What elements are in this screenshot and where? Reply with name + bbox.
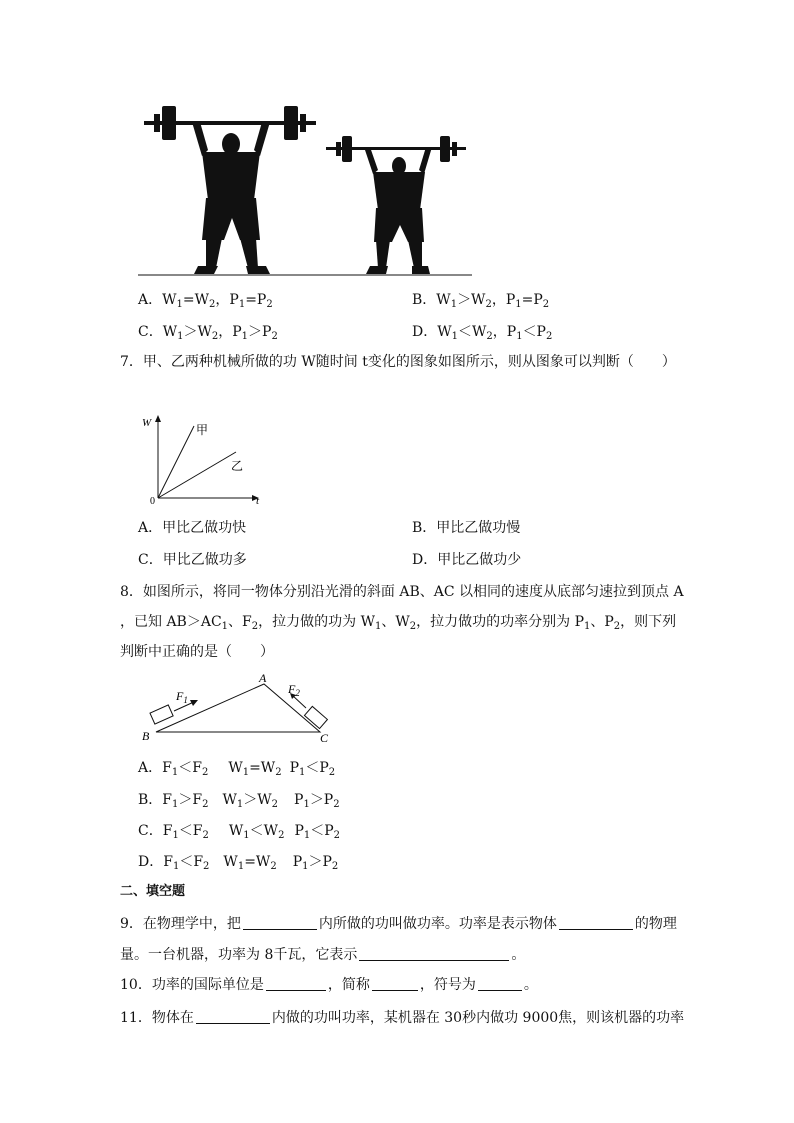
q8-stem-line1: 8．如图所示，将同一物体分别沿光滑的斜面 AB、AC 以相同的速度从底部匀速拉到顶点 A — [120, 584, 684, 600]
q11-line: 11．物体在 内做的功叫功率，某机器在 30秒内做功 9000焦，则该机器的功率 — [120, 1010, 685, 1026]
q7-work-time-graph — [138, 412, 268, 512]
q10-blank-1[interactable] — [266, 976, 326, 991]
q8-option-b[interactable]: B．$F_1>F_2$ $W_1>W_2$ $P_1>P_2$ — [138, 792, 340, 810]
q6-option-c[interactable]: C．$W_1>W_2$，$P_1>P_2$ — [138, 324, 278, 342]
q11-blank-1[interactable] — [196, 1009, 270, 1024]
q8-stem-line3: 判断中正确的是（ ） — [120, 644, 274, 660]
q8-stem-line2: ，已知 $AB>AC_1$、$F_2$，拉力做的功为 $W_1$、$W_2$，拉力做功的功率分别为 $P_1$、$P_2$，则下列 — [120, 614, 677, 632]
block-left — [150, 705, 173, 724]
q7-option-d[interactable]: D．甲比乙做功少 — [412, 552, 522, 568]
q10-blank-3[interactable] — [478, 976, 522, 991]
q6-option-d[interactable]: D．$W_1<W_2$，$P_1<P_2$ — [412, 324, 553, 342]
q7-option-a[interactable]: A．甲比乙做功快 — [138, 520, 247, 536]
q8-option-d[interactable]: D．$F_1<F_2$ $W_1=W_2$ $P_1>P_2$ — [138, 854, 339, 872]
q6-option-a[interactable]: A．$W_1=W_2$，$P_1=P_2$ — [138, 292, 273, 310]
large-lifter — [144, 106, 316, 274]
block-right — [304, 706, 327, 728]
origin-label: 0 — [150, 496, 155, 507]
q7-option-b[interactable]: B．甲比乙做功慢 — [412, 520, 521, 536]
label-f1: $F_1$ — [176, 689, 188, 705]
q7-option-c[interactable]: C．甲比乙做功多 — [138, 552, 247, 568]
label-c: C — [320, 731, 329, 745]
q9-line1: 9．在物理学中，把 内所做的功叫做功率。功率是表示物体 的物理 — [120, 916, 677, 932]
label-jia: 甲 — [196, 423, 209, 437]
q10-line: 10．功率的国际单位是 ，简称 ，符号为 。 — [120, 977, 538, 993]
q8-option-a[interactable]: A．$F_1<F_2$ $W_1=W_2$ $P_1<P_2$ — [138, 760, 336, 778]
weightlifters-figure — [136, 100, 476, 280]
section-title-fill-in: 二、填空题 — [120, 884, 186, 899]
q8-option-c[interactable]: C．$F_1<F_2$ $W_1<W_2$ $P_1<P_2$ — [138, 823, 341, 841]
small-lifter — [326, 136, 466, 274]
q7-stem: 7．甲、乙两种机械所做的功 W随时间 t变化的图象如图所示，则从图象可以判断（ ） — [120, 354, 676, 370]
y-axis-label: W — [142, 417, 152, 429]
label-b: B — [142, 729, 150, 743]
q9-line2: 量。一台机器，功率为 8千瓦，它表示 。 — [120, 947, 526, 963]
q9-blank-2[interactable] — [559, 915, 633, 930]
q9-blank-3[interactable] — [359, 946, 509, 961]
label-yi: 乙 — [231, 459, 244, 473]
label-a: A — [259, 671, 267, 685]
x-axis-label: t — [256, 495, 260, 507]
q6-option-b[interactable]: B．$W_1>W_2$，$P_1=P_2$ — [412, 292, 550, 310]
q8-incline-diagram — [138, 670, 338, 748]
label-f2: $F_2$ — [288, 682, 300, 698]
q10-blank-2[interactable] — [372, 976, 418, 991]
q9-blank-1[interactable] — [243, 915, 317, 930]
y-axis-arrow — [155, 415, 161, 422]
